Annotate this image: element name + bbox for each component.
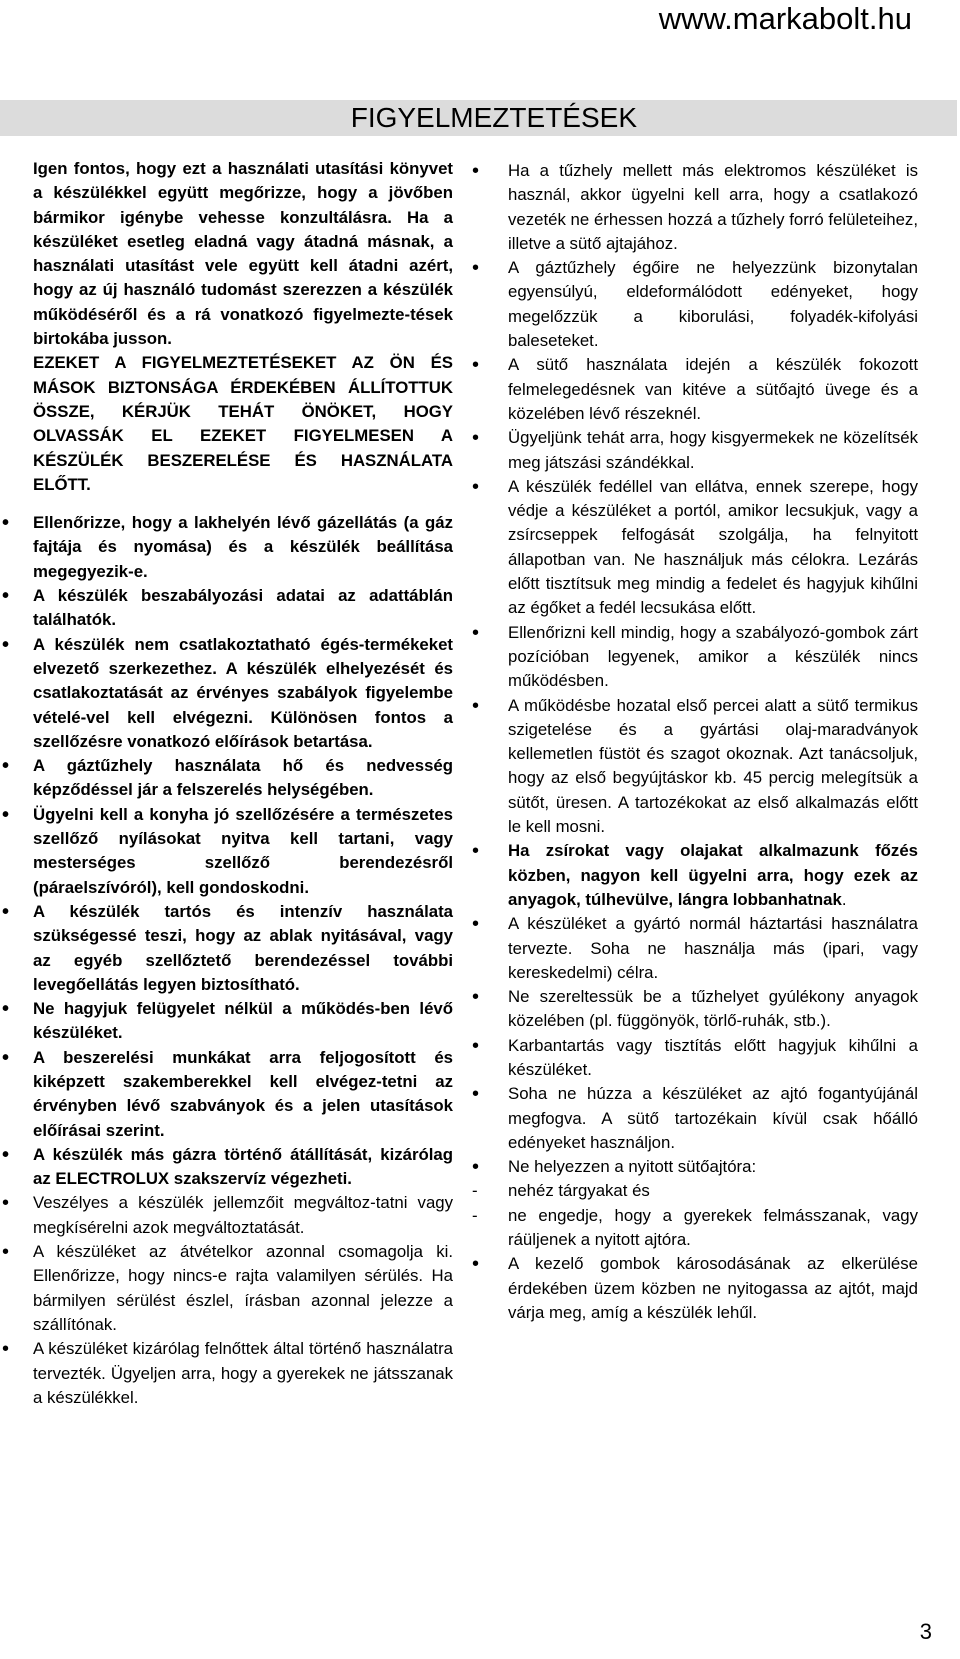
list-item: • Ne szereltessük be a tűzhelyet gyúlékony anyagok közelében (pl. függönyök, törlő-ruhák, stb.).: [508, 985, 918, 1034]
right-warning-list: [508, 159, 918, 1325]
list-item: • Ne helyezzen a nyitott sütőajtóra:: [508, 1155, 918, 1179]
list-item: • A készülék beszabályozási adatai az adattáblán találhatók.: [33, 584, 453, 633]
list-item: • A gáztűzhely használata hő és nedvesség képződéssel jár a felszerelés helységében.: [33, 754, 453, 803]
list-item: • A készülék nem csatlakoztatható égés-termékeket elvezető szerkezethez. A készülék elhelyezését és csatlakoztatását az érvényes szabályok figyelembe vételé-vel kell elvégezni. Különösen fontos a szellőzésre vonatkozó előírások betartása.: [33, 633, 453, 754]
right-column: [508, 159, 918, 1325]
list-item: [508, 839, 918, 912]
list-item: • Veszélyes a készülék jellemzőit megváltoz-tatni vagy megkísérelni azok megváltoztatását.: [33, 1191, 453, 1240]
left-warning-list: [33, 511, 453, 1410]
bold-warning-tail: .: [841, 889, 847, 909]
list-item: • A beszerelési munkákat arra feljogosított és kiképzett szakemberekkel kell elvégez-tetni az érvényben lévő szabványok és a jelen utasítások előírásai szerint.: [33, 1046, 453, 1143]
list-item: • A kezelő gombok károsodásának az elkerülése érdekében üzem közben ne nyitogassa az ajtót, majd várja meg, amíg a készülék lehűl.: [508, 1252, 918, 1325]
list-item: • Ügyelni kell a konyha jó szellőzésére a természetes szellőző nyílásokat nyitva kell tartani, vagy mesterséges szellőző berendezésről (páraelszívóról), kell gondoskodni.: [33, 803, 453, 900]
page-title: FIGYELMEZTETÉSEK: [350, 102, 637, 133]
list-item: • A készülék tartós és intenzív használata szükségessé teszi, hogy az ablak nyitásával, vagy az egyéb szellőztető berendezéssel további levegőellátás legyen biztosítható.: [33, 900, 453, 997]
list-item: • Ügyeljünk tehát arra, hogy kisgyermekek ne közelítsék meg játszási szándékkal.: [508, 426, 918, 475]
list-item: • Karbantartás vagy tisztítás előtt hagyjuk kihűlni a készüléket.: [508, 1034, 918, 1083]
page-number: 3: [919, 1619, 932, 1644]
site-url[interactable]: www.markabolt.hu: [658, 1, 912, 36]
list-item: • A készüléket az átvételkor azonnal csomagolja ki. Ellenőrizze, hogy nincs-e rajta valamilyen sérülés. Ha bármilyen sérülést észlel, írásban azonnal jelezze a szállítónak.: [33, 1240, 453, 1337]
list-item: • A működésbe hozatal első percei alatt a sütő termikus szigetelése és a gyártási olaj-maradványok kellemetlen füstöt és szagot okoznak. Azt tanácsoljuk, hogy az első begyújtáskor kb. 45 percig melegítsük a sütőt, üresen. A tartozékokat az első alkalmazás előtt le kell mosni.: [508, 694, 918, 840]
list-item: • A készüléket kizárólag felnőttek által történő használatra tervezték. Ügyeljen arra, hogy a gyerekek ne játsszanak a készülékkel.: [33, 1337, 453, 1410]
intro-paragraph: Igen fontos, hogy ezt a használati utasítási könyvet a készülékkel együtt megőrizze, hogy a jövőben bármikor igénybe vehesse konzultálásra. Ha a készüléket esetleg eladná vagy átadná másnak, a használati utasítást vele együtt kell átadni azért, hogy az új használó tudomást szerezzen a készülék működéséről és a rá vonatkozó figyelmezte-tések birtokába jusson.: [33, 159, 453, 349]
list-item: • Ellenőrizni kell mindig, hogy a szabályozó-gombok zárt pozícióban legyenek, amikor a készülék nincs működésben.: [508, 621, 918, 694]
warning-paragraph: EZEKET A FIGYELMEZTETÉSEKET AZ ÖN ÉS MÁSOK BIZTONSÁGA ÉRDEKÉBEN ÁLLÍTOTTUK ÖSSZE, KÉRJÜK TEHÁT ÖNÖKET, HOGY OLVASSÁK EL EZEKET FIGYELMESEN A KÉSZÜLÉK BESZERELÉSE ÉS HASZNÁLATA ELŐTT.: [33, 353, 453, 494]
list-item: • A gáztűzhely égőire ne helyezzünk bizonytalan egyensúlyú, eldeformálódott edényeket, hogy megelőzzük a kiborulási, folyadék-kifolyási baleseteket.: [508, 256, 918, 353]
title-bar: [0, 100, 957, 136]
list-item: • Ha a tűzhely mellett más elektromos készüléket is használ, akkor ügyelni kell arra, hogy a csatlakozó vezeték ne érhessen hozzá a tűzhely forró felületeihez, illetve a sütő ajtajához.: [508, 159, 918, 256]
list-item: • A készülék más gázra történő átállítását, kizárólag az ELECTROLUX szakszervíz végezheti.: [33, 1143, 453, 1192]
dash-item: - ne engedje, hogy a gyerekek felmásszanak, vagy ráüljenek a nyitott ajtóra.: [508, 1204, 918, 1253]
list-item: • Soha ne húzza a készüléket az ajtó fogantyújánál megfogva. A sütő tartozékain kívül csak hőálló edényeket használjon.: [508, 1082, 918, 1155]
left-column: [33, 157, 453, 1410]
list-item: • Ellenőrizze, hogy a lakhelyén lévő gázellátás (a gáz fajtája és nyomása) és a készülék beállítása megegyezik-e.: [33, 511, 453, 584]
dash-item: - nehéz tárgyakat és: [508, 1179, 918, 1203]
list-item: • A sütő használata idején a készülék fokozott felmelegedésnek van kitéve a sütőajtó üvege és a közelében lévő részeknél.: [508, 353, 918, 426]
list-item: • A készüléket a gyártó normál háztartási használatra tervezte. Soha ne használja más (ipari, vagy kereskedelmi) célra.: [508, 912, 918, 985]
list-item: • Ne hagyjuk felügyelet nélkül a működés-ben lévő készüléket.: [33, 997, 453, 1046]
bold-warning: Ha zsírokat vagy olajakat alkalmazunk főzés közben, nagyon kell ügyelni arra, hogy ezek az anyagok, túlhevülve, lángra lobbanhatnak: [508, 841, 918, 909]
list-item: • A készülék fedéllel van ellátva, ennek szerepe, hogy védje a készüléket a portól, amikor lecsukjuk, vagy a zsírcseppek felfogását szolgálja, ha felnyitott állapotban van. Ne használjuk más célokra. Lezárás előtt tisztítsuk meg mindig a fedelet és hagyjuk kihűlni az égőket a fedél lecsukása előtt.: [508, 475, 918, 621]
